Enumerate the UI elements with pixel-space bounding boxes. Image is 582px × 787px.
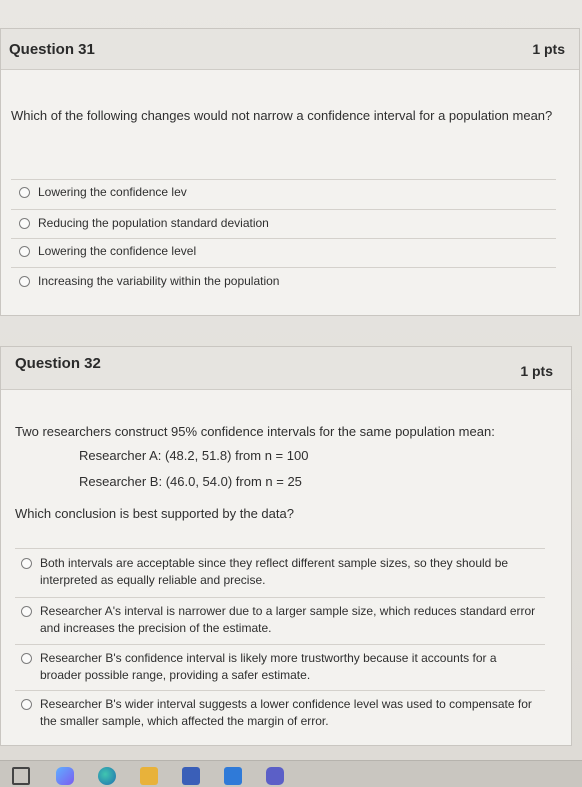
store-icon[interactable] [182,767,200,785]
mail-icon[interactable] [224,767,242,785]
answer-option[interactable] [19,243,196,260]
answer-label: Researcher A's interval is narrower due to a larger sample size, which reduces standard error and increases the precision of the estimate. [40,604,536,635]
divider [11,209,556,210]
answer-label: Researcher B's wider interval suggests a lower confidence level was used to compensate for the smaller sample, which affected the margin of error. [40,697,532,728]
answer-label: Increasing the variability within the population [38,274,280,288]
radio-button[interactable] [21,699,32,710]
copilot-icon[interactable] [56,767,74,785]
radio-button[interactable] [19,187,30,198]
file-explorer-icon[interactable] [140,767,158,785]
question-31-header [1,29,579,70]
answer-option[interactable] [21,555,541,589]
answer-option[interactable] [19,184,187,201]
taskbar [0,760,582,787]
divider [15,690,545,691]
question-32-subprompt: Which conclusion is best supported by the data? [15,506,294,521]
answer-option[interactable] [21,650,541,684]
question-32-prompt: Two researchers construct 95% confidence intervals for the same population mean: [15,424,495,439]
divider [11,179,556,180]
researcher-a-interval: Researcher A: (48.2, 51.8) from n = 100 [79,448,309,463]
radio-button[interactable] [19,246,30,257]
question-32-points: 1 pts [520,363,553,379]
answer-label: Lowering the confidence lev [38,185,187,199]
question-32-title: Question 32 [15,355,101,372]
radio-button[interactable] [19,218,30,229]
divider [15,644,545,645]
answer-option[interactable] [21,603,541,637]
radio-button[interactable] [21,606,32,617]
edge-icon[interactable] [98,767,116,785]
question-32-header [1,347,571,390]
task-view-icon[interactable] [12,767,30,785]
question-31-prompt: Which of the following changes would not narrow a confidence interval for a population mean? [11,108,553,123]
radio-button[interactable] [21,558,32,569]
question-31-title: Question 31 [9,41,95,58]
answer-option[interactable] [21,696,541,730]
teams-icon[interactable] [266,767,284,785]
divider [11,238,556,239]
question-31-card [0,28,580,316]
radio-button[interactable] [19,276,30,287]
answer-label: Researcher B's confidence interval is likely more trustworthy because it accounts for a broader possible range, providing a safer estimate. [40,651,497,682]
question-32-card [0,346,572,746]
researcher-b-interval: Researcher B: (46.0, 54.0) from n = 25 [79,474,302,489]
answer-label: Reducing the population standard deviation [38,216,269,230]
divider [11,267,556,268]
divider [15,597,545,598]
question-31-points: 1 pts [532,41,565,57]
answer-option[interactable] [19,273,279,290]
divider [15,548,545,549]
answer-option[interactable] [19,215,269,232]
answer-label: Both intervals are acceptable since they reflect different sample sizes, so they should be interpreted as equally reliable and precise. [40,556,509,587]
answer-label: Lowering the confidence level [38,244,197,258]
radio-button[interactable] [21,653,32,664]
